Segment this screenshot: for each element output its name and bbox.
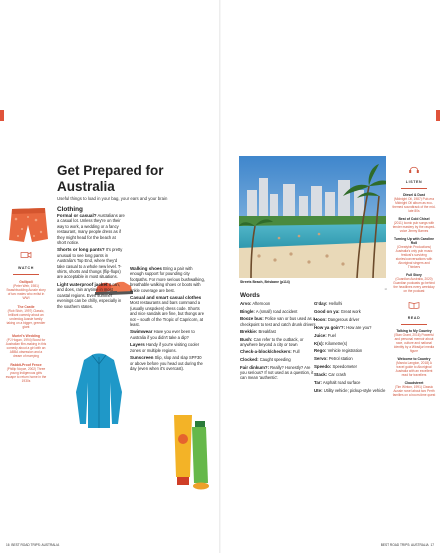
page-subtitle: Useful things to load in your bag, your ears and your brain — [57, 196, 168, 201]
read-item: Cloudstreet (Tim Winton, 1991) Classic Aussie novel about two Perth families on a boom-time quest — [392, 381, 436, 397]
right-page-footer — [381, 543, 434, 547]
word-entry: Arvo: Afternoon — [240, 301, 271, 306]
listen-item: Best of Cold Chisel (2011) Iconic pub songs with tender mastery by the rasped-voice Jimmy Barnes — [392, 217, 436, 233]
watch-item: The Castle (Rob Sitch, 1997) Classic, brilliant comedy about an underdog Aussie family taking on a bigger, greedier giant — [6, 305, 46, 329]
left-running-title: BEST ROAD TRIPS: AUSTRALIA — [11, 543, 60, 547]
words-heading: Words — [240, 292, 260, 299]
listen-item: Diesel & Dust (Midnight Oil, 1987) Pub-era Midnight Oil album as eco-themed soundtrack of the mid-late 80s — [392, 193, 436, 213]
word-entry: Juice: Fuel — [314, 332, 336, 338]
listen-label: LISTEN — [405, 180, 423, 184]
watch-column — [5, 246, 47, 383]
word-entry: K(s): Kilometre(s) — [314, 340, 348, 346]
word-entry: Rego: Vehicle registration — [314, 348, 363, 354]
listen-read-column — [392, 160, 436, 397]
clothing-column-2: Walking shoes Bring a pair with enough support for pounding city footpaths. For more serious bushwalking, breathable walking shoes or boots with ankle coverage are best. Casual and smart casual clothes Most restaurants and bars command a (usually unspoken) dress code. Shorts and nice sandals are fine, but thongs are not – south of the Tropic of Capricorn, at least. Swimwear Have you ever been to Australia if you didn't take a dip? Layers Handy if you're visiting cooler zones or multiple regions. Sunscreen Slip, slop and slap SPF30 or above before you head out during the day (even when it's overcast). — [130, 266, 205, 371]
word-entry: Stack: Car crash — [314, 372, 347, 378]
word-entry: Brekkie: Breakfast — [240, 329, 276, 334]
clothing-heading: Clothing — [57, 206, 83, 213]
word-entry: Check-a-block/checkers: Full — [240, 349, 300, 355]
word-entry: Good on ya: Great work — [314, 308, 361, 314]
watch-label: WATCH — [18, 266, 34, 270]
word-entry: Tar: Asphalt road surface — [314, 380, 361, 386]
listen-item: Turning Up with Caroline Roll (Cheatyhin Productions) Australia's only pub music festival's surviving stories/conversations with Aboriginal singers and Thinkers — [393, 237, 435, 269]
watch-item: Muriel's Wedding (PJ Hogan, 1994) Boost for Australian film-making in this comedy about a girl with an ABBA obsession and a dream of marrying — [5, 334, 47, 358]
word-entry: Hoon: Dangerous driver — [314, 316, 360, 322]
words-column-right — [314, 300, 390, 393]
word-entry: Ute: Utility vehicle; pickup-style vehicle — [314, 387, 386, 393]
photo-caption: Streets Beach, Brisbane (p114) — [240, 280, 290, 284]
left-page-footer — [6, 543, 59, 547]
waterproof-jacket-image — [74, 352, 124, 432]
watch-item: Rabbit-Proof Fence (Phillip Noyce, 2002) Three young Indigenous girls escape to return home in the 1930s — [5, 363, 47, 383]
page-fold — [219, 0, 221, 553]
clothing-column-1: Formal or casual? Australians are a casual lot. Unless they're on their way to work, a wedding or a fancy restaurant, many people dress as if they might head for the beach at short notice. Shorts or long pants? It's pretty unusual to see long pants in Australia's Top End, where they'd take casual to a whole new level. T-shirts, shorts and thongs (flip-flops) are acceptable in most situations. Light waterproof jacket It can, and does, rain anytime in most coastal regions. Even summer evenings can be chilly, especially in the southern states. — [57, 213, 125, 309]
sunscreen-image — [166, 411, 212, 491]
watch-item: Gallipoli (Peter Weir, 1981) Swashbuckling Aussie story of two mates who enlist in WWI — [6, 280, 46, 300]
right-page-number: 17 — [430, 543, 434, 547]
word-entry: G'day: Hello/hi — [314, 301, 343, 306]
word-entry: Servo: Petrol station — [314, 356, 353, 362]
page-title: Get Prepared for Australia — [57, 163, 164, 194]
word-entry: Clocked: Caught speeding — [240, 357, 291, 362]
listen-item: Full Story (Guardian Australia, 2020) Guardian podcasts go behind the headlines every weekday on the podcast — [393, 273, 435, 293]
read-item: Welcome to Country (Marcia Langton, 2018) A travel guide to Aboriginal Australia with an excellent read for travellers — [395, 357, 433, 377]
read-item: Talking to My Country (Stan Grant, 2016) Powerful and personal memoir about race, culture and national identity by a Wiradjuri media figure — [393, 329, 435, 353]
read-label: READ — [407, 316, 421, 320]
streets-beach-photo — [239, 156, 386, 278]
right-running-title: BEST ROAD TRIPS: AUSTRALIA — [380, 543, 429, 547]
word-entry: Bingle: A (small) road accident — [240, 308, 298, 314]
book-icon — [408, 301, 420, 309]
left-edge-tab — [0, 110, 4, 121]
headphones-icon — [408, 165, 420, 173]
left-page-number: 16 — [6, 543, 10, 547]
shorts-image — [6, 205, 51, 245]
right-edge-tab — [436, 110, 440, 121]
word-entry: Fair dinkum?: Really? Honestly? Are you serious? If not used as a question, it can mean 'authentic'. — [240, 364, 314, 381]
word-entry: Speedo: Speedometer — [314, 364, 358, 370]
photo-credit: © — [385, 288, 388, 290]
word-entry: Bush: Can refer to the outback, or anywhere beyond a city or town — [240, 336, 304, 347]
film-icon — [20, 251, 32, 259]
word-entry: How ya goin'?: How are you? — [314, 324, 372, 330]
word-entry: Booze bus: Police van or bus used as a checkpoint to test and catch drunk drivers — [240, 316, 316, 327]
words-column-left — [240, 300, 316, 381]
